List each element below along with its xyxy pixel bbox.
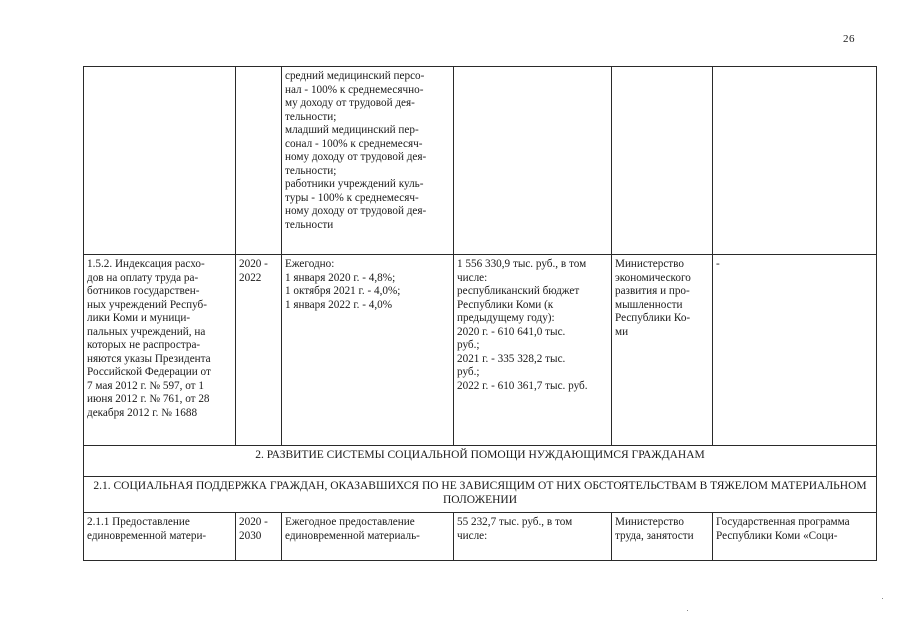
responsible-cell xyxy=(612,255,713,446)
indicator-text: Ежегодное предоставление единовременной материаль- xyxy=(285,516,420,542)
subsection-heading: 2.1. СОЦИАЛЬНАЯ ПОДДЕРЖКА ГРАЖДАН, ОКАЗАВШИХСЯ ПО НЕ ЗАВИСЯЩИМ ОТ НИХ ОБСТОЯТЕЛЬСТВАМ В ТЯЖЕЛОМ МАТЕРИАЛЬНОМ ПОЛОЖЕНИИ xyxy=(84,477,877,513)
indicator-cell xyxy=(282,255,454,446)
measures-table xyxy=(83,66,877,561)
funding-cell xyxy=(454,255,612,446)
measure-text: 2.1.1 Предоставление единовременной матери- xyxy=(87,516,207,542)
measure-name-cell xyxy=(84,67,236,255)
page-number: 26 xyxy=(843,33,855,45)
section-heading: 2. РАЗВИТИЕ СИСТЕМЫ СОЦИАЛЬНОЙ ПОМОЩИ НУЖДАЮЩИМСЯ ГРАЖДАНАМ xyxy=(84,446,877,477)
subsection-heading-row xyxy=(84,477,877,513)
responsible-cell xyxy=(612,67,713,255)
program-cell xyxy=(713,513,877,561)
scan-speck xyxy=(687,610,688,611)
funding-text: 55 232,7 тыс. руб., в том числе: xyxy=(457,516,573,542)
program-text: Государственная программа Республики Коми «Соци- xyxy=(716,516,850,542)
responsible-text: Министерство экономического развития и про- мышленности Республики Ко- ми xyxy=(615,258,691,338)
measure-text: 1.5.2. Индексация расхо- дов на оплату труда ра- ботников государствен- ных учреждений Респуб- лики Коми и муници- пальных учреждений, на которых не распростра- няются указы Президента Российской Федерации от 7 мая 2012 г. № 597, от 1 июня 2012 г. № 761, от 28 декабря 2012 г. № 1688 xyxy=(87,258,211,419)
funding-cell xyxy=(454,513,612,561)
indicator-text: Ежегодно: 1 января 2020 г. - 4,8%; 1 октября 2021 г. - 4,0%; 1 января 2022 г. - 4,0% xyxy=(285,258,401,311)
table-row xyxy=(84,67,877,255)
period-text: 2020 - 2030 xyxy=(239,516,268,542)
funding-text: 1 556 330,9 тыс. руб., в том числе: республиканский бюджет Республики Коми (к предыдущему году): 2020 г. - 610 641,0 тыс. руб.; 2021 г. - 335 328,2 тыс. руб.; 2022 г. - 610 361,7 тыс. руб. xyxy=(457,258,588,392)
measure-name-cell xyxy=(84,255,236,446)
funding-cell xyxy=(454,67,612,255)
program-cell xyxy=(713,67,877,255)
scan-speck xyxy=(882,598,883,599)
responsible-cell xyxy=(612,513,713,561)
indicator-text: средний медицинский персо- нал - 100% к среднемесячно- му доходу от трудовой дея- тельности; младший медицинский пер- сонал - 100% к среднемесяч- ному доходу от трудовой дея- тельности; работники учреждений куль- туры - 100% к среднемесяч- ному доходу от трудовой дея- тельности xyxy=(285,70,427,231)
program-text: - xyxy=(716,258,720,270)
measure-name-cell xyxy=(84,513,236,561)
program-cell xyxy=(713,255,877,446)
period-cell xyxy=(236,513,282,561)
responsible-text: Министерство труда, занятости xyxy=(615,516,694,542)
period-cell xyxy=(236,67,282,255)
table-row xyxy=(84,255,877,446)
indicator-cell xyxy=(282,67,454,255)
period-cell xyxy=(236,255,282,446)
table-row xyxy=(84,513,877,561)
indicator-cell xyxy=(282,513,454,561)
section-heading-row xyxy=(84,446,877,477)
period-text: 2020 - 2022 xyxy=(239,258,268,284)
